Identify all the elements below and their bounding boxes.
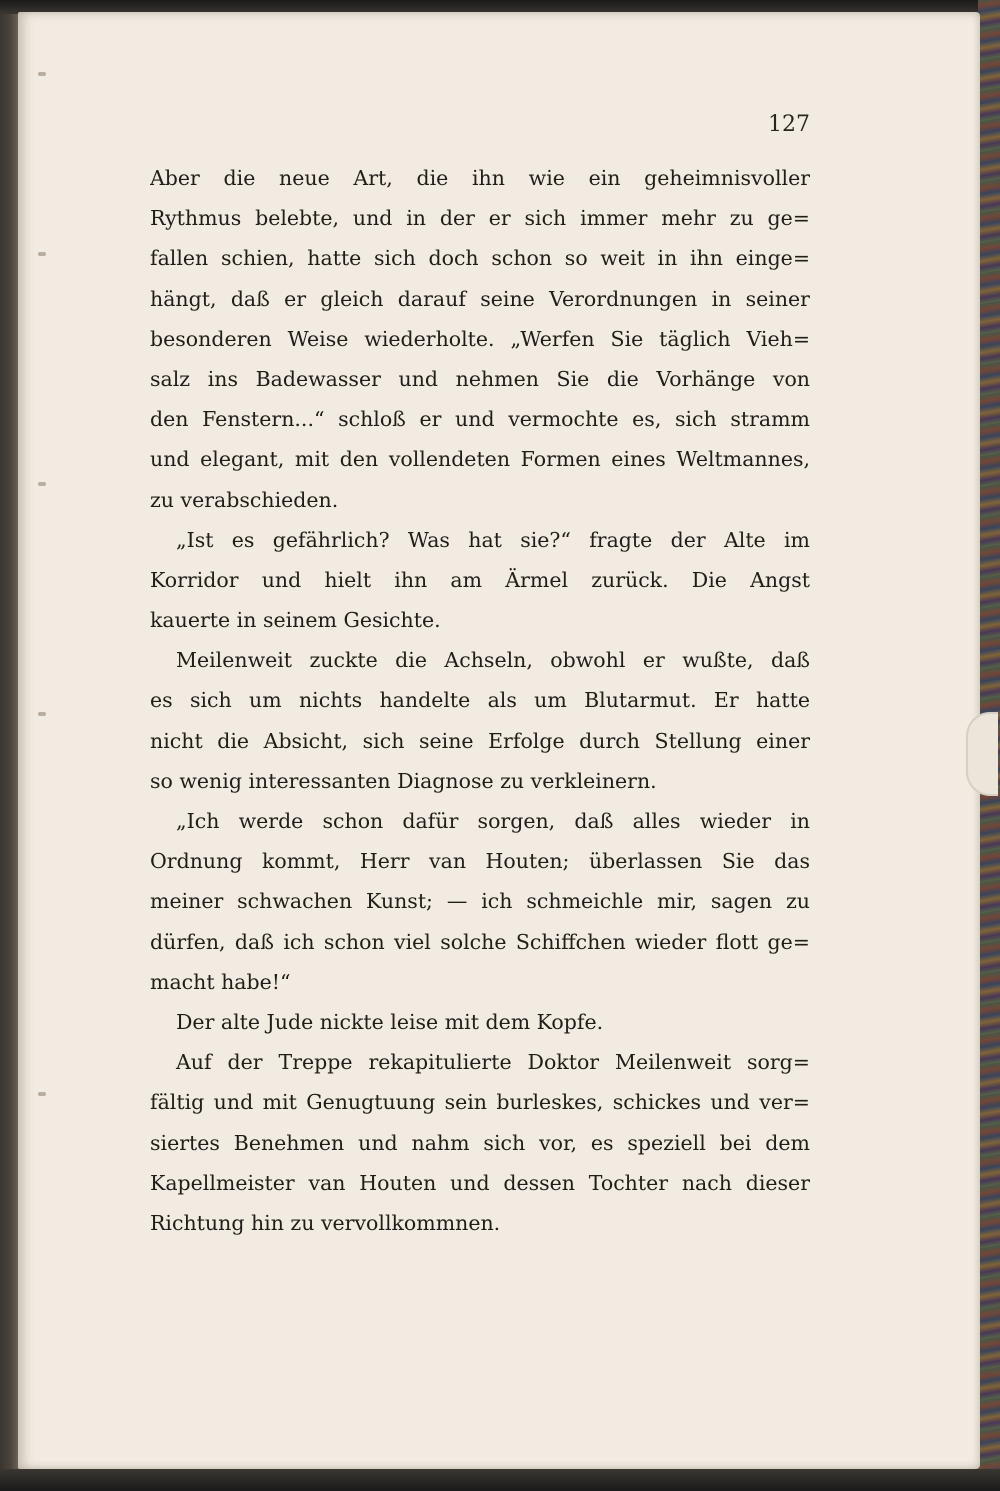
margin-mark bbox=[38, 482, 46, 486]
text-line: und elegant, mit den vollendeten Formen eines Weltmannes, bbox=[150, 447, 810, 472]
text-line: siertes Benehmen und nahm sich vor, es speziell bei dem bbox=[150, 1130, 810, 1155]
text-line: Korridor und hielt ihn am Ärmel zurück. Die Angst bbox=[150, 567, 810, 592]
margin-mark bbox=[38, 1092, 46, 1096]
body-text bbox=[150, 158, 810, 1243]
text-line: Der alte Jude nickte leise mit dem Kopfe. bbox=[176, 1009, 604, 1034]
text-line: besonderen Weise wiederholte. „Werfen Sie täglich Vieh= bbox=[150, 326, 810, 351]
text-line: den Fenstern...“ schloß er und vermochte es, sich stramm bbox=[150, 407, 810, 432]
margin-mark bbox=[38, 72, 46, 76]
page-tab bbox=[966, 712, 998, 796]
text-line: es sich um nichts handelte als um Blutarmut. Er hatte bbox=[150, 688, 810, 713]
text-line: Rythmus belebte, und in der er sich immer mehr zu ge= bbox=[150, 206, 810, 231]
text-line: so wenig interessanten Diagnose zu verkleinern. bbox=[150, 768, 657, 793]
margin-mark bbox=[38, 252, 46, 256]
text-line: fallen schien, hatte sich doch schon so weit in ihn einge= bbox=[150, 246, 810, 271]
text-line: kauerte in seinem Gesichte. bbox=[150, 608, 441, 633]
text-line: hängt, daß er gleich darauf seine Verordnungen in seiner bbox=[150, 286, 810, 311]
text-line: „Ist es gefährlich? Was hat sie?“ fragte der Alte im bbox=[176, 527, 810, 552]
text-line: Aber die neue Art, die ihn wie ein geheimnisvoller bbox=[150, 166, 810, 190]
margin-mark bbox=[38, 712, 46, 716]
text-line: Richtung hin zu vervollkommnen. bbox=[150, 1210, 501, 1235]
text-line: fältig und mit Genugtuung sein burleskes, schickes und ver= bbox=[150, 1090, 810, 1115]
text-line: salz ins Badewasser und nehmen Sie die Vorhänge von bbox=[150, 366, 810, 391]
page-number: 127 bbox=[768, 112, 810, 137]
text-line: nicht die Absicht, sich seine Erfolge durch Stellung einer bbox=[150, 728, 810, 753]
text-line: dürfen, daß ich schon viel solche Schiffchen wieder flott ge= bbox=[150, 929, 810, 954]
text-line: Kapellmeister van Houten und dessen Tochter nach dieser bbox=[150, 1170, 810, 1195]
scan-bottom-edge bbox=[0, 1469, 1000, 1491]
text-line: Meilenweit zuckte die Achseln, obwohl er wußte, daß bbox=[176, 648, 810, 673]
text-line: zu verabschieden. bbox=[150, 487, 339, 512]
text-line: „Ich werde schon dafür sorgen, daß alles wieder in bbox=[176, 809, 810, 833]
text-line: meiner schwachen Kunst; — ich schmeichle mir, sagen zu bbox=[150, 889, 810, 914]
text-line: macht habe!“ bbox=[150, 969, 291, 994]
text-line: Ordnung kommt, Herr van Houten; überlassen Sie das bbox=[150, 849, 810, 874]
text-line: Auf der Treppe rekapitulierte Doktor Meilenweit sorg= bbox=[176, 1050, 810, 1075]
